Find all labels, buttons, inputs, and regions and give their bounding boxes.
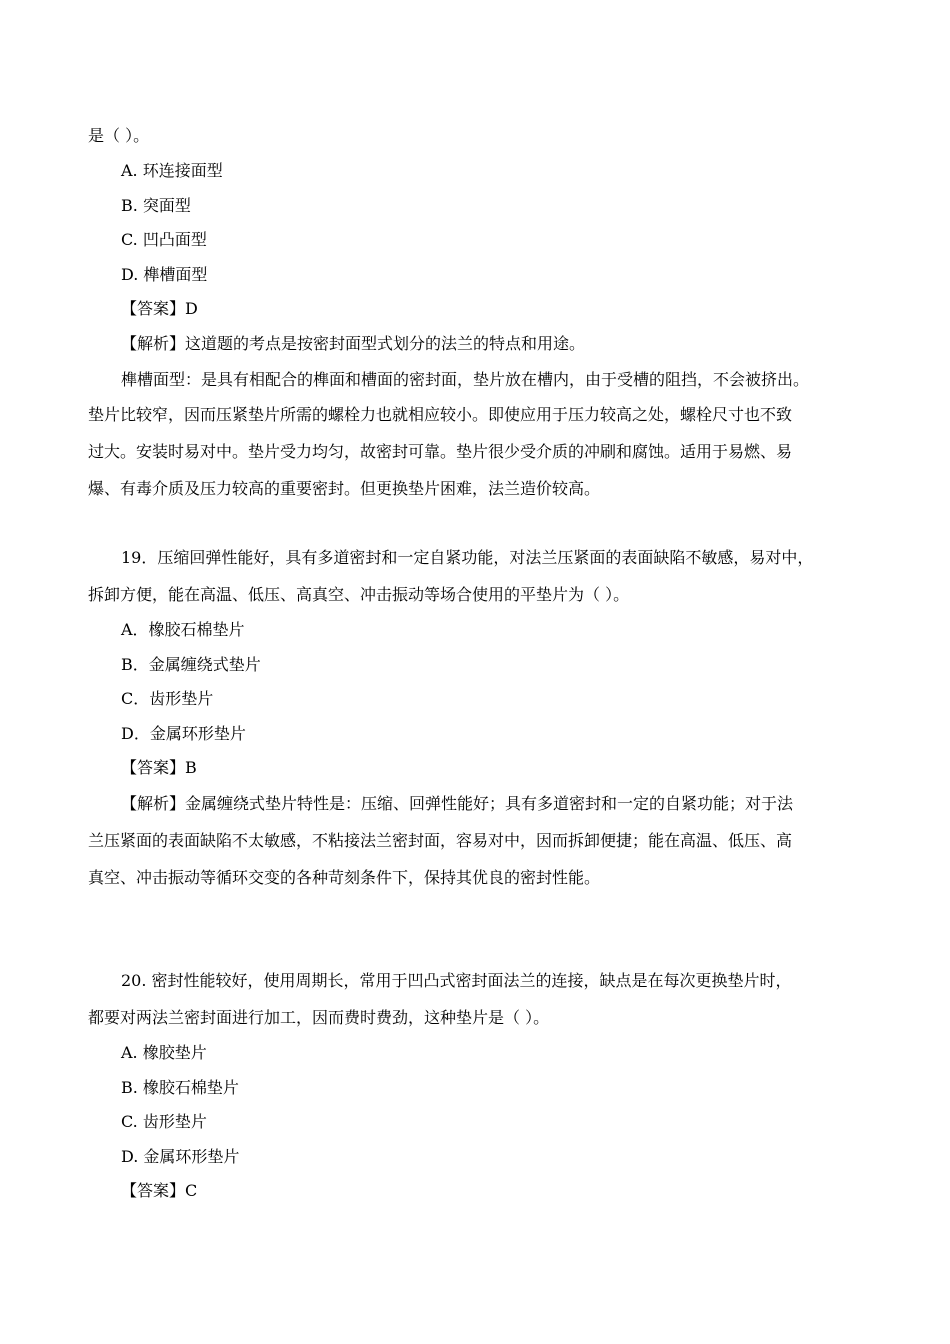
- q19-option-d: D．金属环形垫片: [121, 724, 246, 743]
- q19-answer: 【答案】B: [121, 758, 197, 777]
- q20-option-a: A. 橡胶垫片: [121, 1043, 207, 1062]
- q18-explain-line: 垫片比较窄，因而压紧垫片所需的螺栓力也就相应较小。即使应用于压力较高之处，螺栓尺寸也不致: [88, 405, 793, 424]
- q19-analysis-line: 【解析】金属缠绕式垫片特性是：压缩、回弹性能好；具有多道密封和一定的自紧功能；对于法: [121, 794, 794, 813]
- q20-stem-line: 20. 密封性能较好，使用周期长，常用于凹凸式密封面法兰的连接，缺点是在每次更换垫片时，: [121, 971, 792, 990]
- q18-option-c: C. 凹凸面型: [121, 230, 207, 249]
- q18-explain-line: 榫槽面型：是具有相配合的榫面和槽面的密封面，垫片放在槽内，由于受槽的阻挡，不会被挤出。: [121, 370, 810, 389]
- q18-option-a: A. 环连接面型: [121, 161, 223, 180]
- q20-answer: 【答案】C: [121, 1181, 198, 1200]
- q18-option-b: B. 突面型: [121, 196, 191, 215]
- q19-analysis-line: 兰压紧面的表面缺陷不太敏感，不粘接法兰密封面，容易对中，因而拆卸便捷；能在高温、低压、高: [88, 831, 793, 850]
- q18-explain-line: 过大。安装时易对中。垫片受力均匀，故密封可靠。垫片很少受介质的冲刷和腐蚀。适用于易燃、易: [88, 442, 793, 461]
- q18-option-d: D. 榫槽面型: [121, 265, 208, 284]
- q19-analysis-line: 真空、冲击振动等循环交变的各种苛刻条件下，保持其优良的密封性能。: [88, 868, 601, 887]
- q19-stem-line: 19．压缩回弹性能好，具有多道密封和一定自紧功能，对法兰压紧面的表面缺陷不敏感，易对中，: [121, 548, 814, 567]
- q19-option-b: B．金属缠绕式垫片: [121, 655, 261, 674]
- q19-option-c: C．齿形垫片: [121, 689, 214, 708]
- q18-explain-line: 爆、有毒介质及压力较高的重要密封。但更换垫片困难，法兰造价较高。: [88, 479, 601, 498]
- q18-analysis: 【解析】这道题的考点是按密封面型式划分的法兰的特点和用途。: [121, 334, 586, 353]
- q19-option-a: A．橡胶石棉垫片: [121, 620, 245, 639]
- q20-option-d: D. 金属环形垫片: [121, 1147, 240, 1166]
- q20-option-c: C. 齿形垫片: [121, 1112, 207, 1131]
- q20-stem-line: 都要对两法兰密封面进行加工，因而费时费劲，这种垫片是（ ）。: [88, 1008, 550, 1027]
- q20-option-b: B. 橡胶石棉垫片: [121, 1078, 239, 1097]
- q18-answer: 【答案】D: [121, 299, 198, 318]
- q18-stem-tail: 是（ ）。: [88, 126, 150, 145]
- q19-stem-line: 拆卸方便，能在高温、低压、高真空、冲击振动等场合使用的平垫片为（ ）。: [88, 585, 630, 604]
